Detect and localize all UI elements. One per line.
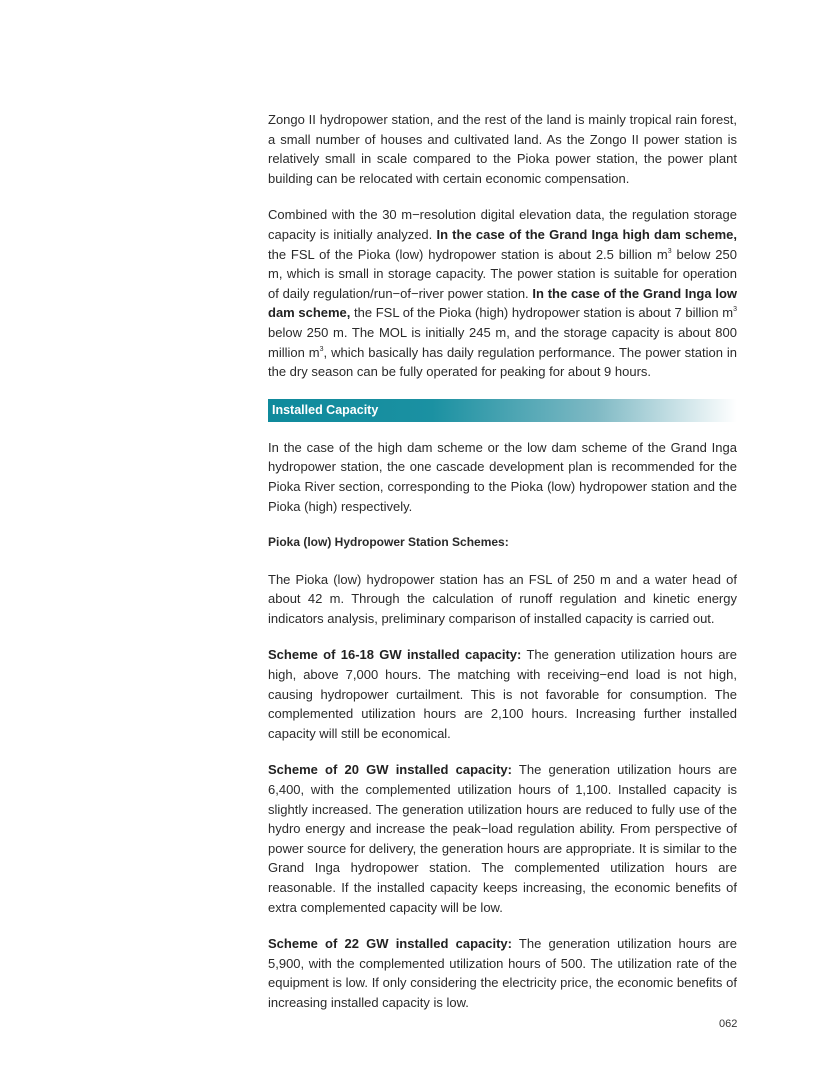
text-run: The generation utilization hours are 5,900, with the complemented utilization hours of 500. The utilization rate of the equipment is low. If only considering the electricity price, the economic benefits of increasing installed capacity is low. — [268, 936, 737, 1010]
intro-paragraphs — [268, 110, 737, 382]
text-run: below 250 m, which is small in storage capacity. The power station is suitable for operation of daily regulation/run−of−river power station. — [268, 246, 737, 301]
paragraph — [268, 438, 737, 516]
bold-run: In the case of the Grand Inga low dam scheme, — [268, 285, 737, 321]
text-run: Combined with the 30 m−resolution digital elevation data, the regulation storage capacity is initially analyzed. — [268, 207, 737, 242]
text-column — [268, 110, 737, 1030]
paragraph — [268, 205, 737, 381]
scheme-paragraphs — [268, 570, 737, 1013]
superscript: 3 — [319, 345, 324, 353]
paragraph — [268, 645, 737, 743]
text-run: The Pioka (low) hydropower station has an FSL of 250 m and a water head of about 42 m. Through the calculation of runoff regulation and kinetic energy indicators analysis, preliminary comparison of installed capacity is carried out. — [268, 571, 737, 626]
paragraph — [268, 760, 737, 917]
subheading: Pioka (low) Hydropower Station Schemes: — [268, 535, 509, 550]
text-run: the FSL of the Pioka (high) hydropower station is about 7 billion m — [350, 305, 734, 321]
text-run: the FSL of the Pioka (low) hydropower station is about 2.5 billion m — [268, 246, 668, 262]
text-run: , which basically has daily regulation performance. The power station in the dry season can be fully operated for peaking for about 9 hours. — [268, 344, 737, 380]
page-number: 062 — [719, 1018, 738, 1030]
bold-run: Scheme of 22 GW installed capacity: — [268, 936, 512, 952]
text-run: In the case of the high dam scheme or the low dam scheme of the Grand Inga hydropower station, the one cascade development plan is recommended for the Pioka River section, corresponding to the Pioka (low) hydropower station and the Pioka (high) respectively. — [268, 439, 737, 514]
text-run: The generation utilization hours are high, above 7,000 hours. The matching with receiving−end load is not high, causing hydropower curtailment. This is not favorable for consumption. The complemented utilization hours are 2,100 hours. Increasing further installed capacity will still be economical. — [268, 647, 737, 741]
paragraph — [268, 570, 737, 629]
section-heading-installed-capacity: Installed Capacity — [268, 399, 737, 422]
paragraph — [268, 934, 737, 1012]
bold-run: Scheme of 16-18 GW installed capacity: — [268, 647, 522, 663]
bold-run: In the case of the Grand Inga high dam scheme, — [436, 226, 737, 242]
superscript: 3 — [667, 247, 672, 255]
superscript: 3 — [733, 306, 737, 314]
section-intro-paragraphs — [268, 438, 737, 516]
paragraph — [268, 110, 737, 188]
text-run: Zongo II hydropower station, and the rest of the land is mainly tropical rain forest, a small number of houses and cultivated land. As the Zongo II power station is relatively small in scale compared to the Pioka power station, the power plant building can be relocated with certain economic compensation. — [268, 112, 737, 186]
bold-run: Scheme of 20 GW installed capacity: — [268, 762, 512, 778]
text-run: below 250 m. The MOL is initially 245 m, and the storage capacity is about 800 million m — [268, 324, 737, 360]
text-run: The generation utilization hours are 6,400, with the complemented utilization hours of 1,100. Installed capacity is slightly increased. The generation utilization hours are reduced to fully use of the hydro energy and increase the peak−load regulation ability. From perspective of power source for delivery, the generation hours are appropriate. It is similar to the Grand Inga hydropower station. The complemented utilization hours are reasonable. If the installed capacity keeps increasing, the economic benefits of extra complemented capacity will be low. — [268, 762, 737, 915]
